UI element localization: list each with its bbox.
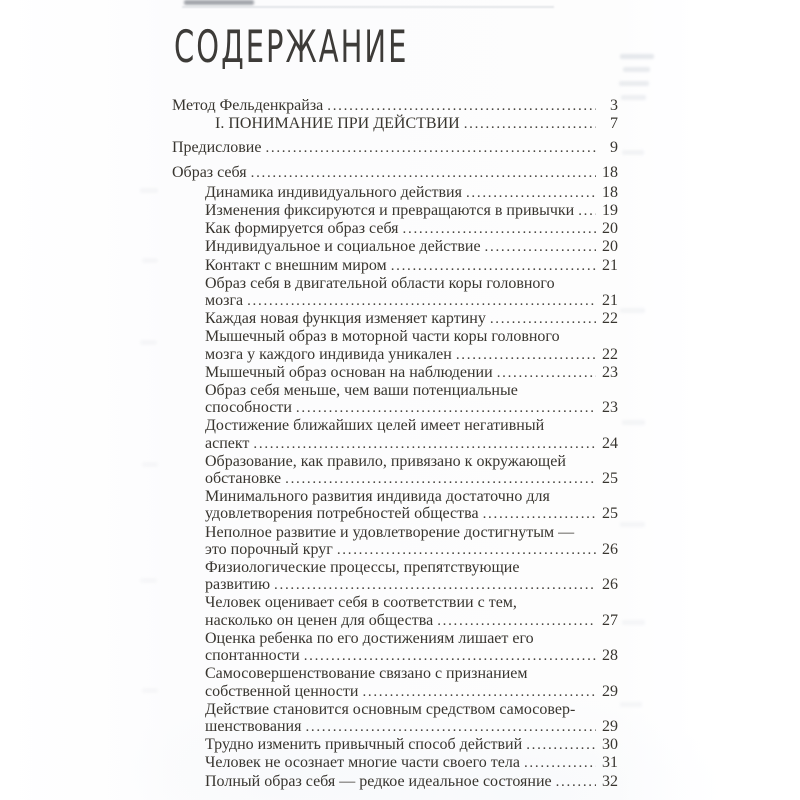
toc-entry [172,754,618,772]
toc-entry-text: Мышечный образ основан на наблюдении [205,363,493,381]
toc-entry-text: Динамика индивидуального действия [205,183,462,201]
toc-entry [172,417,618,452]
toc-entry-text: Образ себя в двигательной области коры головного [205,274,555,292]
toc-entry-line [172,139,618,157]
toc-entry-text: это порочный круг [205,540,333,558]
toc-page-number: 19 [602,202,618,220]
toc-page-number: 3 [610,97,618,114]
toc-page-number: 26 [602,576,618,594]
dot-leader [464,115,596,133]
toc-entry-text: Предисловие [172,139,262,157]
show-through-mark [140,340,157,345]
toc-entry-text: Каждая новая функция изменяет картину [205,310,486,328]
toc-entry [172,164,618,182]
show-through-mark [623,67,650,72]
dot-leader [251,164,596,182]
toc-page-number: 28 [602,647,618,665]
toc-entry [172,139,618,157]
toc-entry-text: шенствования [205,717,302,735]
table-of-contents [172,97,618,791]
toc-entry-text: Образование, как правило, привязано к окружающей [205,452,566,470]
show-through-mark [142,258,158,263]
dot-leader [304,647,596,665]
toc-entry [172,382,618,417]
toc-entry-text: Достижение ближайших целей имеет негативный [205,417,545,435]
toc-page-number: 25 [602,505,618,523]
dot-leader [391,257,596,275]
toc-entry-text: Контакт с внешним миром [205,256,387,274]
dot-leader [265,139,596,157]
toc-page-number: 22 [602,345,618,363]
toc-entry-line [205,576,618,594]
toc-entry [172,257,618,275]
toc-entry-text: I. ПОНИМАНИЕ ПРИ ДЕЙСТВИИ [215,115,460,133]
toc-page-number: 9 [610,139,618,157]
toc-entry-text: насколько он ценен для общества [205,611,434,629]
dot-leader [483,505,596,523]
toc-entry-line [205,346,618,364]
toc-entry-line [205,382,618,399]
toc-entry-line [205,754,618,772]
toc-entry-text: способности [205,399,292,417]
toc-entry-line [205,524,618,541]
dot-leader [437,612,596,630]
toc-entry [172,115,618,133]
toc-entry [172,97,618,115]
toc-entry-line [205,220,618,238]
toc-entry [172,364,618,382]
toc-entry-line [205,470,618,488]
toc-page-number: 26 [602,540,618,558]
toc-entry [172,488,618,523]
toc-entry-line [172,97,618,115]
toc-page-number: 20 [602,220,618,238]
toc-entry-line [205,701,618,718]
toc-entry-text: Метод Фельденкрайза [172,97,324,114]
toc-entry-text: Полный образ себя — редкое идеальное состояние [205,772,552,790]
toc-entry-text: Оценка ребенка по его достижениям лишает его [205,629,534,647]
toc-entry-line [205,612,618,630]
show-through-mark [619,81,649,86]
toc-page-number: 22 [602,310,618,328]
toc-page-number: 23 [602,399,618,417]
toc-entry-line [205,630,618,647]
toc-page-number: 21 [602,256,618,274]
dot-leader [296,399,596,417]
toc-entry-text: Человек не осознает многие части своего тела [205,754,520,772]
show-through-mark [140,578,157,583]
toc-entry [172,630,618,665]
dot-leader [274,576,596,594]
toc-entry-line [205,773,618,791]
toc-entry-line [205,238,618,256]
toc-entry [172,453,618,488]
toc-entry-text: удовлетворения потребностей общества [205,505,479,523]
dot-leader [253,435,596,453]
toc-page-number: 25 [602,470,618,488]
dot-leader [305,718,596,736]
dot-leader [526,736,596,754]
toc-entry-text: Образ себя [172,163,247,181]
toc-entry-text: Образ себя меньше, чем ваши потенциальные [205,382,518,400]
show-through-mark [622,420,645,425]
toc-entry-text: мозга [205,292,244,310]
show-through-mark [140,188,158,193]
show-through-mark [621,95,646,100]
toc-entry-line [205,736,618,754]
toc-entry-line [205,399,618,417]
toc-entry-text: мозга у каждого индивида уникален [205,345,452,363]
toc-entry-text: Индивидуальное и социальное действие [205,238,481,256]
toc-entry-text: Мышечный образ в моторной части коры головного [205,328,560,346]
toc-page-number: 30 [602,736,618,754]
toc-page-number: 29 [602,682,618,700]
toc-entry [172,328,618,363]
toc-entry-line [205,184,618,202]
toc-page-number: 27 [602,611,618,629]
toc-entry-line [205,310,618,328]
dot-leader [403,220,596,238]
toc-entry [172,220,618,238]
toc-entry-line [205,435,618,453]
dot-leader [456,346,596,364]
toc-entry [172,524,618,559]
show-through-mark [620,54,654,59]
toc-page-number: 18 [602,183,618,201]
toc-page-number: 18 [602,163,618,181]
toc-entry [172,184,618,202]
toc-entry-text: обстановке [205,470,282,488]
toc-page-number: 20 [602,238,618,256]
toc-entry [172,202,618,220]
toc-entry-line [172,164,618,182]
show-through-mark [620,522,645,527]
toc-entry-text: Действие становится основным средством самосовер- [205,700,576,718]
toc-entry-line [205,541,618,559]
toc-entry-line [205,257,618,275]
show-through-mark [622,150,644,155]
show-through-mark [142,462,158,467]
dot-leader [247,292,596,310]
toc-entry-line [205,647,618,665]
toc-entry [172,238,618,256]
toc-entry-text: аспект [205,434,250,452]
toc-entry-line [205,718,618,736]
toc-entry-text: Человек оценивает себя в соответствии с тем, [205,594,517,612]
toc-entry-text: спонтанности [205,647,300,665]
toc-entry-text: Неполное развитие и удовлетворение достигнутым — [205,523,575,541]
toc-page-number: 7 [610,115,618,133]
toc-page-number: 24 [602,434,618,452]
toc-entry [172,275,618,310]
show-through-mark [142,688,158,693]
scan-edge-smudge [184,0,254,5]
toc-page-number: 23 [602,363,618,381]
show-through-mark [620,702,642,707]
toc-entry-line [215,115,618,133]
toc-entry-line [205,202,618,220]
toc-page-number: 29 [602,717,618,735]
toc-entry-text: собственной ценности [205,682,359,700]
toc-entry-text: Самосовершенствование связано с признанием [205,665,528,683]
toc-page-number: 32 [602,772,618,790]
toc-entry-line [205,488,618,505]
dot-leader [556,773,596,791]
dot-leader [485,238,596,256]
toc-entry-line [205,683,618,701]
toc-page-number: 31 [602,754,618,772]
toc-entry-text: Как формируется образ себя [205,220,399,238]
dot-leader [285,470,596,488]
show-through-mark [620,308,645,313]
dot-leader [337,541,596,559]
toc-entry [172,594,618,629]
toc-entry-line [205,292,618,310]
toc-entry-line [205,275,618,292]
dot-leader [327,97,596,115]
dot-leader [578,202,596,220]
dot-leader [490,310,596,328]
toc-entry-text: развитию [205,576,271,594]
toc-entry-line [205,364,618,382]
toc-entry [172,665,618,700]
toc-entry [172,559,618,594]
toc-page-number: 21 [602,292,618,310]
toc-entry-line [205,665,618,682]
toc-entry-text: Физиологические процессы, препятствующие [205,559,520,577]
dot-leader [497,364,596,382]
toc-entry [172,736,618,754]
toc-entry-line [205,453,618,470]
toc-entry-line [205,594,618,611]
dot-leader [524,754,596,772]
toc-entry-line [205,328,618,345]
toc-entry-line [205,559,618,576]
toc-entry [172,310,618,328]
toc-entry-line [205,417,618,434]
toc-entry [172,701,618,736]
show-through-mark [622,620,645,625]
toc-entry [172,773,618,791]
dot-leader [362,683,596,701]
toc-entry-text: Минимального развития индивида достаточно для [205,488,550,506]
scan-edge-line [182,6,554,8]
dot-leader [466,184,596,202]
page-title: СОДЕРЖАНИЕ [174,20,409,73]
toc-entry-text: Трудно изменить привычный способ действий [205,736,523,754]
toc-entry-text: Изменения фиксируются и превращаются в привычки [205,202,575,220]
toc-entry-line [205,505,618,523]
